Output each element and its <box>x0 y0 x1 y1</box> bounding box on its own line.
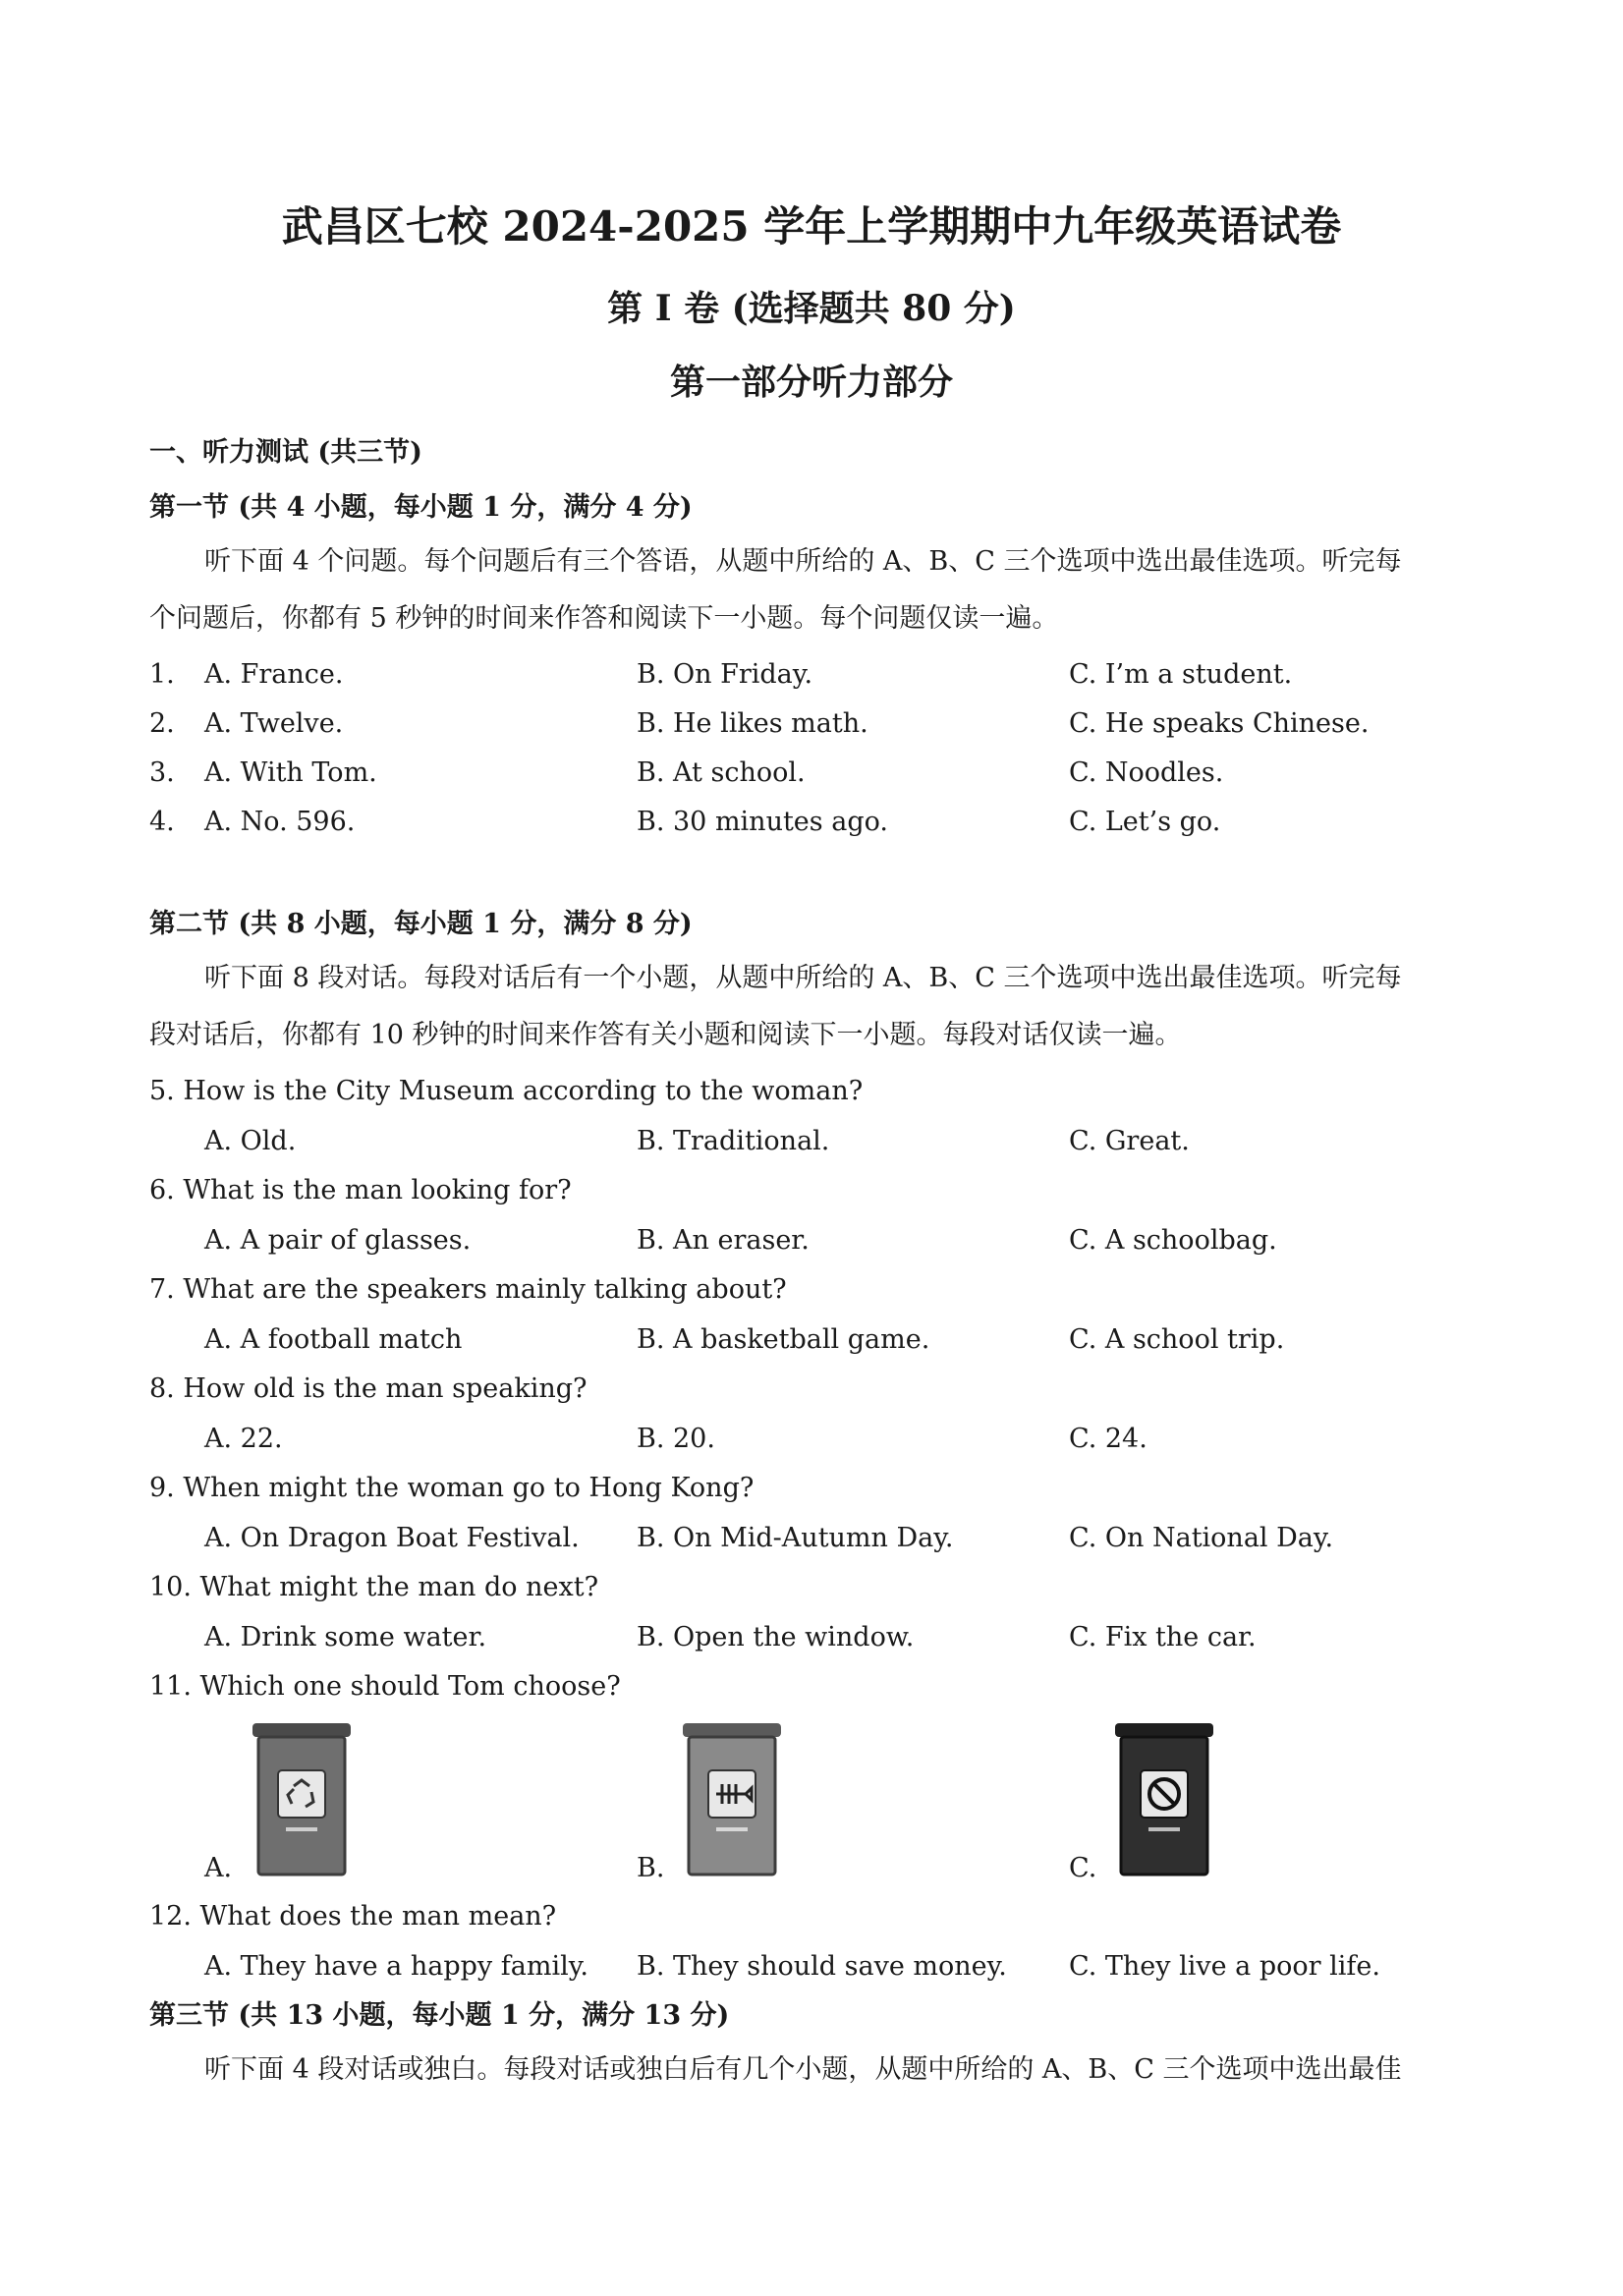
option-c: C. Great. <box>1069 1126 1190 1156</box>
option-a: A. 22. <box>204 1424 283 1454</box>
section-main-heading: 一、听力测试 (共三节) <box>149 437 422 468</box>
option-b-label: B. <box>637 1853 665 1883</box>
option-c: C. A school trip. <box>1069 1324 1285 1355</box>
trash-bin-image-c <box>1113 1721 1215 1878</box>
volume-title: 第 I 卷 (选择题共 80 分) <box>607 288 1016 329</box>
part-title: 第一部分听力部分 <box>669 362 953 403</box>
section3-instructions <box>149 2042 1485 2099</box>
item-number: 1. <box>149 659 175 690</box>
option-a: A. Old. <box>204 1126 297 1156</box>
option-b: B. He likes math. <box>637 708 868 739</box>
option-a: A. A football match <box>204 1324 463 1355</box>
item-number: 4. <box>149 807 175 837</box>
item-number: 3. <box>149 757 175 788</box>
question-12: 12. What does the man mean? <box>149 1901 557 1932</box>
option-b: B. At school. <box>637 757 806 788</box>
option-c: C. 24. <box>1069 1424 1147 1454</box>
option-c: C. A schoolbag. <box>1069 1225 1277 1256</box>
section2-instr-line2: 段对话后，你都有 10 秒钟的时间来作答有关小题和阅读下一小题。每段对话仅读一遍。 <box>149 1020 1182 1050</box>
option-b: B. Open the window. <box>637 1622 915 1652</box>
option-b: B. On Mid-Autumn Day. <box>637 1523 954 1553</box>
section2-heading: 第二节 (共 8 小题，每小题 1 分，满分 8 分) <box>149 909 693 939</box>
question-9: 9. When might the woman go to Hong Kong? <box>149 1473 755 1503</box>
exam-title: 武昌区七校 2024-2025 学年上学期期中九年级英语试卷 <box>281 202 1342 251</box>
option-a: A. Twelve. <box>204 708 344 739</box>
option-c: C. He speaks Chinese. <box>1069 708 1370 739</box>
section3-heading: 第三节 (共 13 小题，每小题 1 分，满分 13 分) <box>149 2000 730 2031</box>
section3-instr-line1: 听下面 4 段对话或独白。每段对话或独白后有几个小题，从题中所给的 A、B、C 三个选项中选出最佳 <box>204 2054 1402 2085</box>
section1-instructions <box>149 533 1485 647</box>
option-a-label: A. <box>204 1853 233 1883</box>
option-a: A. They have a happy family. <box>204 1951 588 1982</box>
option-a: A. France. <box>204 659 344 690</box>
option-b: B. 30 minutes ago. <box>637 807 888 837</box>
option-a: A. A pair of glasses. <box>204 1225 472 1256</box>
option-c: C. They live a poor life. <box>1069 1951 1380 1982</box>
option-b: B. They should save money. <box>637 1951 1007 1982</box>
option-c: C. On National Day. <box>1069 1523 1334 1553</box>
option-a: A. Drink some water. <box>204 1622 487 1652</box>
question-7: 7. What are the speakers mainly talking about? <box>149 1274 787 1305</box>
option-c: C. Let’s go. <box>1069 807 1221 837</box>
option-a: A. No. 596. <box>204 807 356 837</box>
trash-bin-image-b <box>681 1721 783 1878</box>
option-a: A. With Tom. <box>204 757 377 788</box>
option-b: B. An eraser. <box>637 1225 810 1256</box>
option-b: B. Traditional. <box>637 1126 830 1156</box>
option-b: B. A basketball game. <box>637 1324 930 1355</box>
question-11: 11. Which one should Tom choose? <box>149 1671 621 1702</box>
question-5: 5. How is the City Museum according to the woman? <box>149 1076 864 1106</box>
fishbone-bin-icon <box>681 1721 783 1878</box>
question-8: 8. How old is the man speaking? <box>149 1373 588 1404</box>
option-c: C. I’m a student. <box>1069 659 1293 690</box>
option-c-label: C. <box>1069 1853 1097 1883</box>
section2-instr-line1: 听下面 8 段对话。每段对话后有一个小题，从题中所给的 A、B、C 三个选项中选出最佳选项。听完每 <box>204 963 1402 993</box>
recycle-bin-icon <box>251 1721 353 1878</box>
forbidden-bin-icon <box>1113 1721 1215 1878</box>
question-10: 10. What might the man do next? <box>149 1572 599 1602</box>
option-a: A. On Dragon Boat Festival. <box>204 1523 580 1553</box>
section1-instr-line2: 个问题后，你都有 5 秒钟的时间来作答和阅读下一小题。每个问题仅读一遍。 <box>149 603 1059 634</box>
option-c: C. Fix the car. <box>1069 1622 1257 1652</box>
question-6: 6. What is the man looking for? <box>149 1175 572 1205</box>
section2-instructions <box>149 950 1485 1064</box>
section1-heading: 第一节 (共 4 小题，每小题 1 分，满分 4 分) <box>149 492 693 523</box>
option-b: B. On Friday. <box>637 659 813 690</box>
section1-instr-line1: 听下面 4 个问题。每个问题后有三个答语，从题中所给的 A、B、C 三个选项中选出最佳选项。听完每 <box>204 546 1402 577</box>
option-c: C. Noodles. <box>1069 757 1224 788</box>
option-b: B. 20. <box>637 1424 715 1454</box>
item-number: 2. <box>149 708 175 739</box>
trash-bin-image-a <box>251 1721 353 1878</box>
